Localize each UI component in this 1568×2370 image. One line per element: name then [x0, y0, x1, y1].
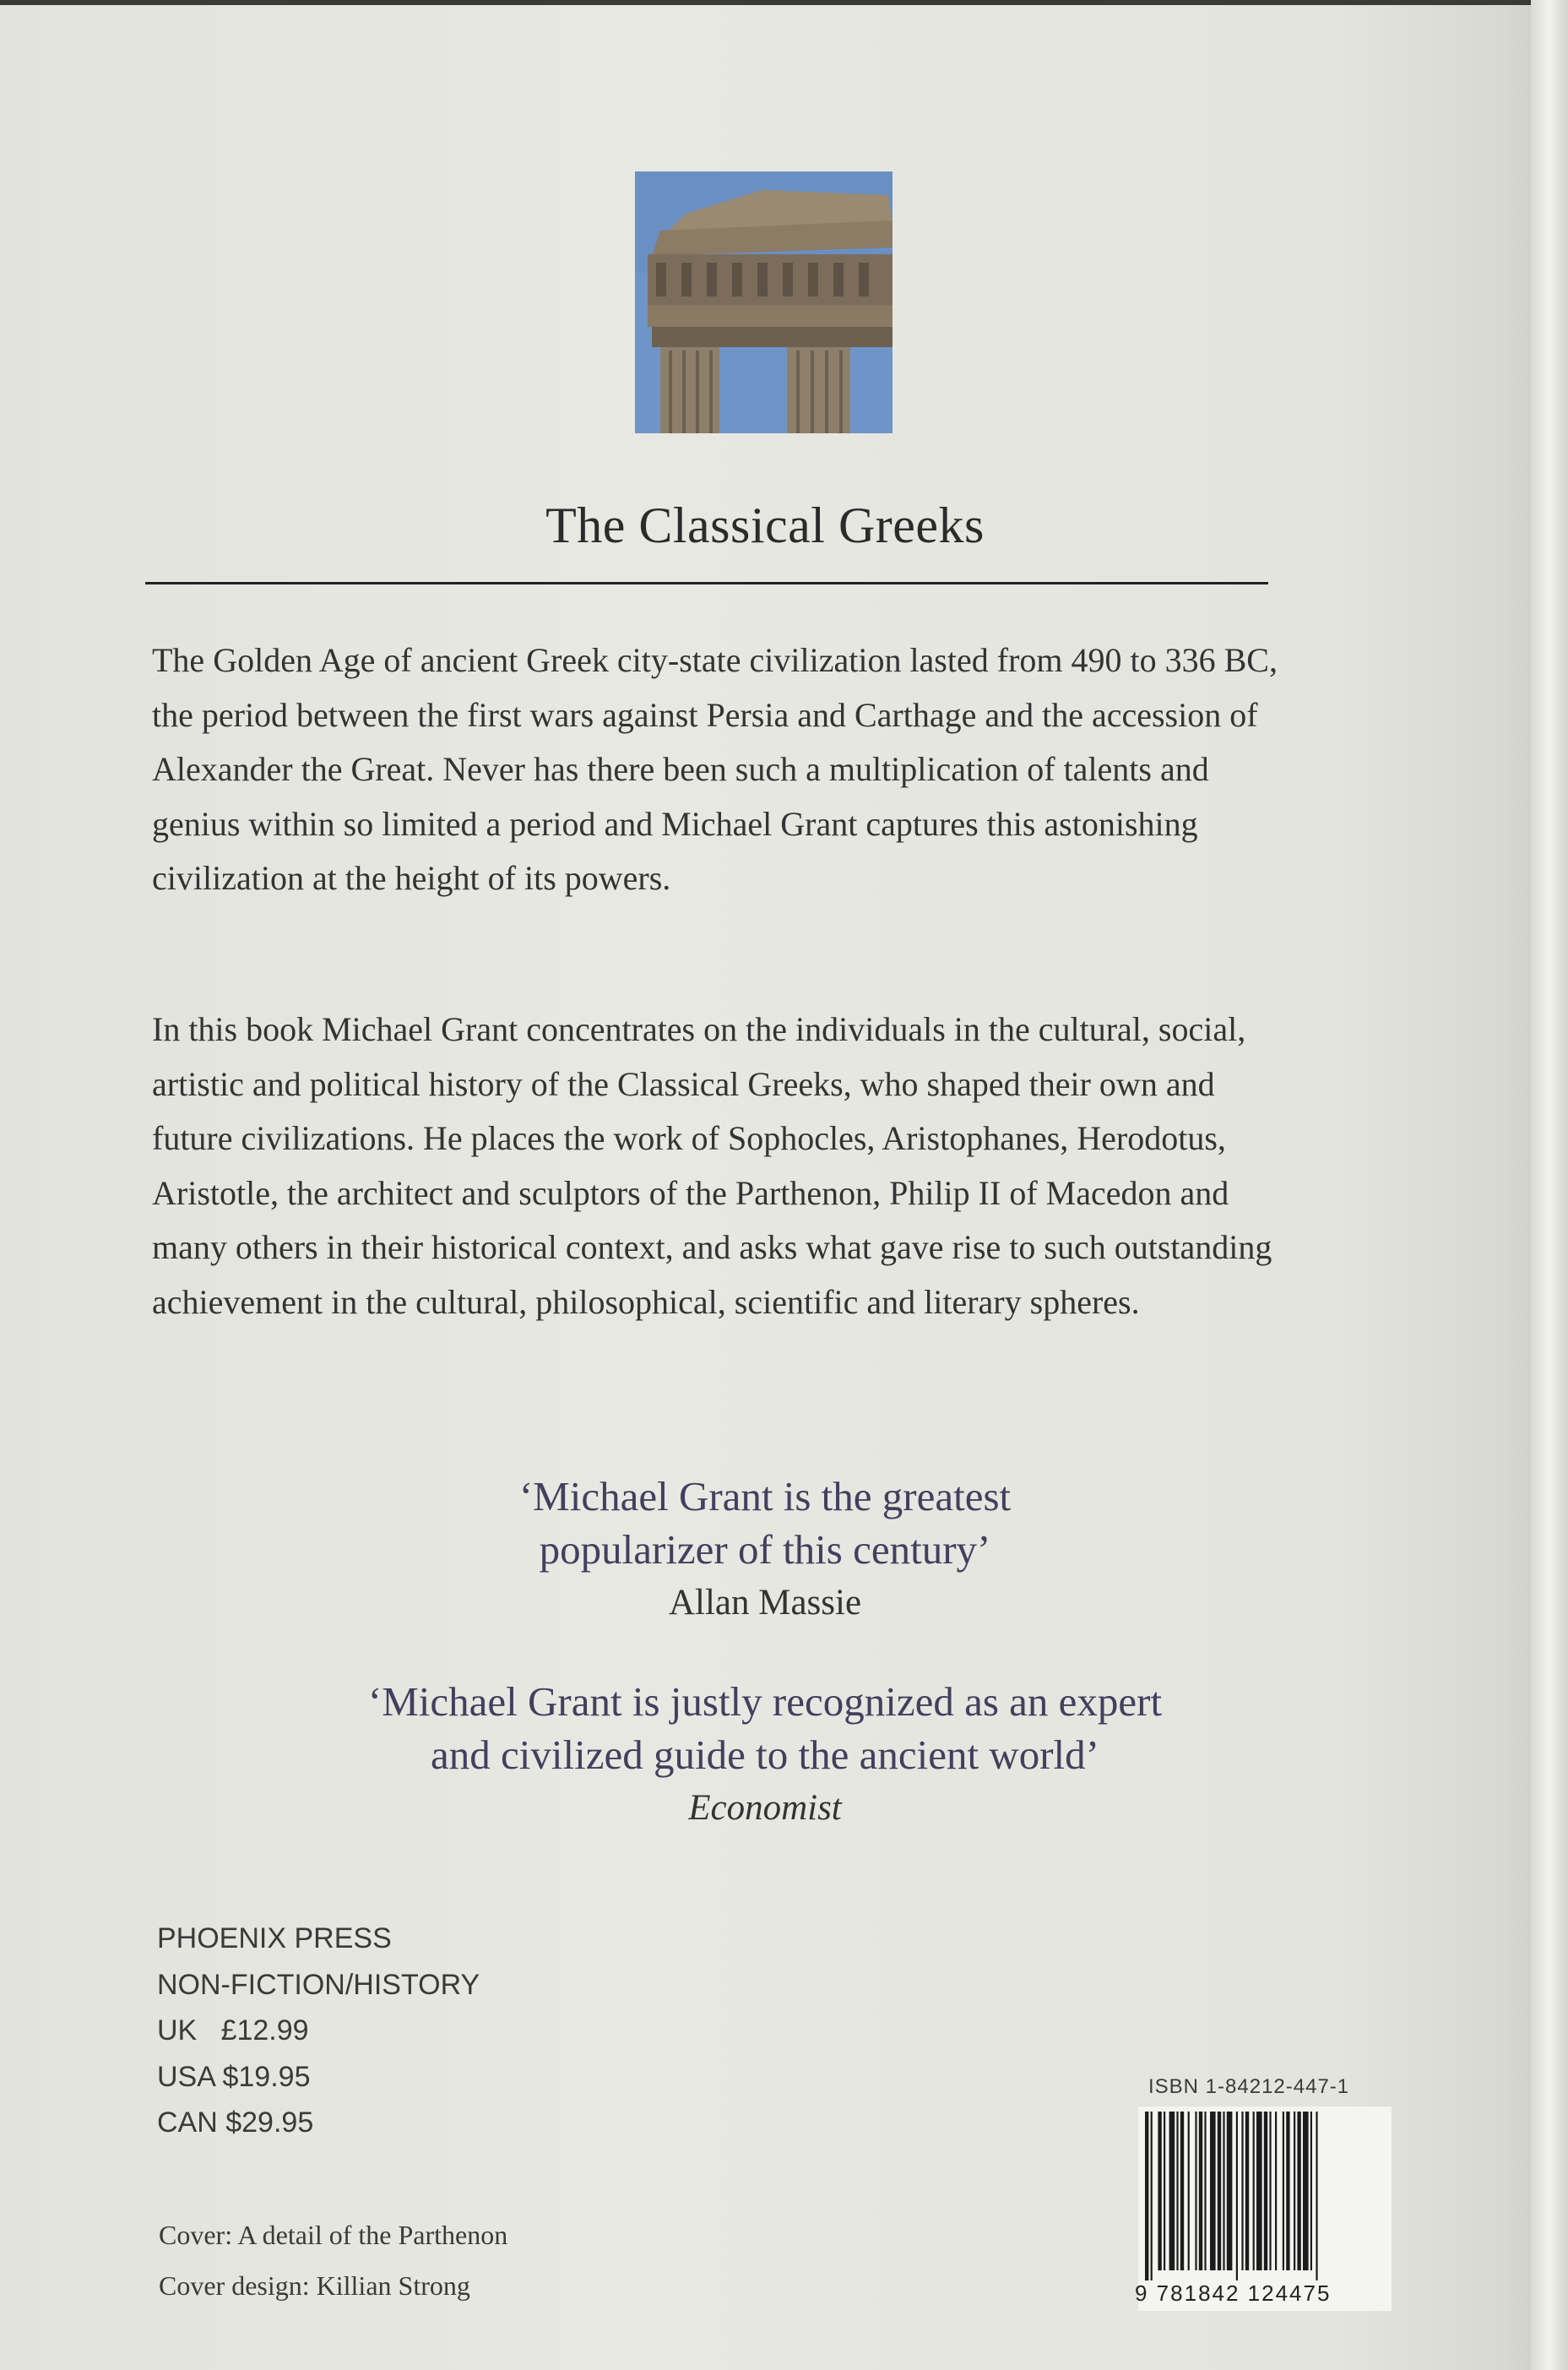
barcode-bar: [1145, 2112, 1148, 2280]
imprint-block: [157, 1916, 480, 2146]
barcode-bar: [1286, 2112, 1289, 2270]
quote-1-line-1: ‘Michael Grant is the greatest: [518, 1473, 1012, 1519]
barcode-bar: [1236, 2112, 1238, 2280]
barcode-bar: [1294, 2112, 1295, 2270]
description-paragraph-1: The Golden Age of ancient Greek city-state civilization lasted from 490 to 336 BC, the period between the first wars against Persia and Carthage and the accession of Alexander the Great. Never has there been such a multiplication of talents and genius within so limited a period and Michael Grant captures this astonishing civilization at the height of its powers.: [152, 641, 1278, 897]
barcode-bar: [1245, 2112, 1249, 2270]
barcode-number: 9 781842 124475: [1135, 2280, 1332, 2306]
barcode-bar: [1275, 2112, 1277, 2270]
cover-credits: [159, 2210, 507, 2311]
barcode-bar: [1256, 2112, 1262, 2270]
barcode-bar: [1223, 2112, 1224, 2270]
barcode-bar: [1176, 2112, 1178, 2270]
page-edge: [1531, 0, 1568, 2370]
review-quote-1: [0, 1470, 1530, 1629]
price-can: CAN $29.95: [157, 2106, 314, 2139]
review-quote-2: [0, 1675, 1530, 1835]
isbn-label: ISBN 1-84212-447-1: [1148, 2075, 1350, 2098]
barcode-bar: [1303, 2112, 1309, 2270]
quote-2-source: Economist: [688, 1788, 842, 1828]
price-usa: USA $19.95: [157, 2060, 311, 2093]
quote-2-line-1: ‘Michael Grant is justly recognized as an expert: [367, 1678, 1163, 1725]
barcode-bar: [1253, 2112, 1255, 2270]
cover-credit: Cover: A detail of the Parthenon: [159, 2220, 508, 2250]
category-label: NON-FICTION/HISTORY: [157, 1968, 480, 2001]
barcode-bar: [1241, 2112, 1243, 2270]
barcode-bar: [1283, 2112, 1284, 2270]
quote-1-line-2: popularizer of this century’: [539, 1526, 991, 1573]
barcode-bar: [1297, 2112, 1300, 2270]
barcode-bar: [1310, 2112, 1312, 2270]
barcode-bar: [1264, 2112, 1267, 2270]
barcode-bar: [1169, 2112, 1175, 2270]
quote-1-source: Allan Massie: [668, 1583, 862, 1623]
barcode-bar: [1218, 2112, 1221, 2270]
barcode-bar: [1269, 2112, 1271, 2270]
barcode-bar: [1204, 2112, 1206, 2270]
title-rule: [145, 582, 1268, 584]
barcode-bar: [1158, 2112, 1161, 2270]
barcode-bar: [1195, 2112, 1196, 2270]
barcode-bar: [1188, 2112, 1190, 2270]
barcode-bar: [1180, 2112, 1184, 2270]
barcode-bar: [1151, 2112, 1153, 2280]
barcode-bar: [1199, 2112, 1202, 2270]
barcode-bar: [1316, 2112, 1317, 2280]
description-paragraph-2: In this book Michael Grant concentrates on the individuals in the cultural, social, artistic and political history of the Classical Greeks, who shaped their own and future civilizations. He places the work of Sophocles, Aristophanes, Herodotus, Aristotle, the architect and sculptors of the Parthenon, Philip II of Macedon and many others in their historical context, and asks what gave rise to such outstanding achievement in the cultural, philosophical, scientific and literary spheres.: [152, 1010, 1272, 1321]
top-edge: [0, 0, 1568, 5]
parthenon-photo: [635, 171, 893, 433]
book-title: The Classical Greeks: [545, 497, 985, 553]
design-credit: Cover design: Killian Strong: [159, 2270, 470, 2301]
publisher-name: PHOENIX PRESS: [157, 1922, 392, 1954]
barcode-bars: [1138, 2106, 1392, 2284]
quote-2-line-2: and civilized guide to the ancient world’: [431, 1731, 1099, 1778]
price-uk: UK £12.99: [157, 2014, 309, 2047]
barcode-bar: [1164, 2112, 1165, 2270]
barcode-bar: [1227, 2112, 1233, 2270]
barcode-bar: [1210, 2112, 1216, 2270]
